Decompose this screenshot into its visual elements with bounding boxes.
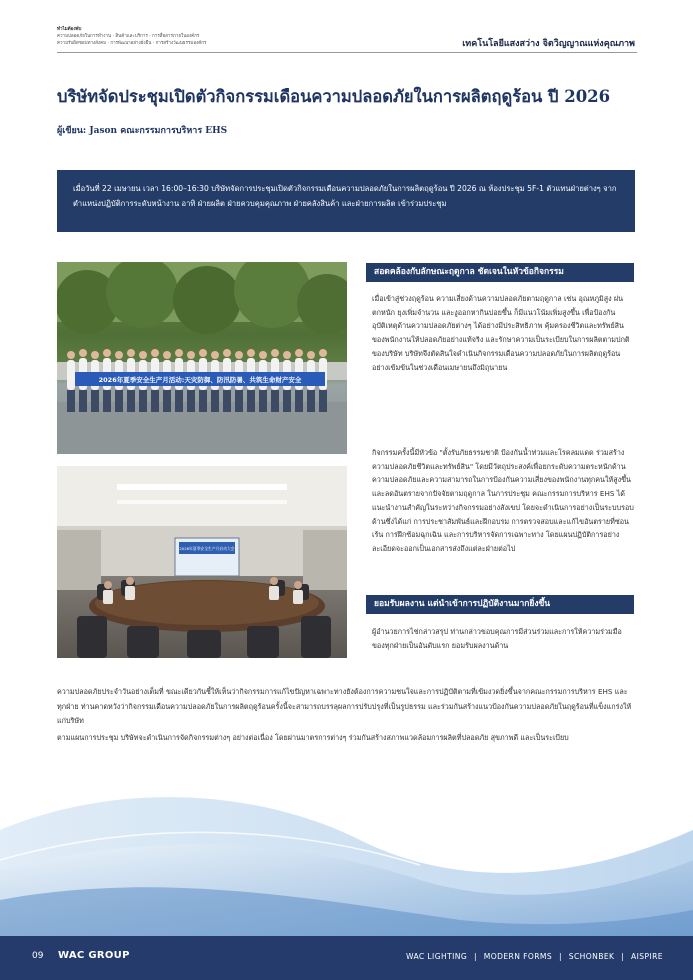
section-seasonal-paragraph-1: เมื่อเข้าสู่ช่วงฤดูร้อน ความเสี่ยงด้านความปลอดภัยตามฤดูกาล เช่น อุณหภูมิสูง ฝนตกหนัก ยุงเพิ่มจำนวน และงูออกหากินบ่อยขึ้น ก็มีแนวโน้มเพิ่มสูงขึ้น เพื่อป้องกันอุบัติเหตุด้านความปลอดภัยต่างๆ ได้อย่างมีประสิทธิภาพ คุ้มครองชีวิตและทรัพย์สินของพนักงานให้ปลอดภัยอย่างแท้จริง และรักษาความเป็นระเบียบในการผลิตตามปกติของบริษัท บริษัทจึงตัดสินใจดำเนินกิจกรรมเดือนความปลอดภัยในการผลิตฤดูร้อนอย่างเข้มข้นในช่วงเดือนเมษายนถึงมิถุนายน xyxy=(372,294,630,372)
group-photo xyxy=(57,262,347,454)
meeting-photo xyxy=(57,466,347,658)
section-recognition-paragraph: ผู้อำนวยการไช่กล่าวสรุป ท่านกล่าวขอบคุณการมีส่วนร่วมและการให้ความร่วมมือของทุกฝ่ายเป็นอันดับแรก ยอมรับผลงานด้าน xyxy=(372,627,622,650)
header-topics-line-1: ความปลอดภัยในการทำงาน · สินค้าและบริการ · การสื่อสารภายในองค์กร xyxy=(57,34,200,39)
footer-bar xyxy=(0,936,693,980)
brand-separator: | xyxy=(558,952,562,961)
meeting-photo-illustration xyxy=(57,466,347,658)
group-photo-banner: 2026年夏季安全生产月活动:天灾防御、防汛防暑、共筑生命财产安全 xyxy=(98,376,302,384)
intro-box xyxy=(57,170,635,232)
header-tagline: เทคโนโลยีแสงสว่าง จิตวิญญาณแห่งคุณภาพ xyxy=(462,39,635,49)
header-divider xyxy=(57,52,637,53)
closing-paragraph-2: ตามแผนการประชุม บริษัทจะดำเนินการจัดกิจกรรมต่างๆ อย่างต่อเนื่อง โดยผ่านมาตรการต่างๆ ร่วมกันสร้างสภาพแวดล้อมการผลิตที่ปลอดภัย สุขภาพดี และเป็นระเบียบ xyxy=(57,733,569,742)
header-topics-title: ทำไมต้องพับ xyxy=(57,27,82,32)
brand-separator: | xyxy=(621,952,625,961)
article-title: บริษัทจัดประชุมเปิดตัวกิจกรรมเดือนความปลอดภัยในการผลิตฤดูร้อน ปี 2026 xyxy=(57,87,611,106)
section-seasonal-paragraph-2: กิจกรรมครั้งนี้มีหัวข้อ "ตั้งรับภัยธรรมชาติ ป้องกันน้ำท่วมและโรคลมแดด ร่วมสร้างความปลอดภัยชีวิตและทรัพย์สิน" โดยมีวัตถุประสงค์เพื่อยกระดับความตระหนักด้านความปลอดภัยและความสามารถในการป้องกันความเสี่ยงของพนักงานทุกคนให้สูงขึ้น และลดอันตรายจากปัจจัยตามฤดูกาล ในการประชุม คณะกรรมการบริหาร EHS ได้แนะนำงานสำคัญในระหว่างกิจกรรมอย่างสังเขป โดยจะดำเนินการอย่างเป็นระบบรอบด้านซึ่งได้แก่ การประชาสัมพันธ์และฝึกอบรม การตรวจสอบและแก้ไขอันตรายที่ซ่อนเร้น การฝึกซ้อมฉุกเฉิน และการบริหารจัดการเฉพาะทาง โดยแผนปฏิบัติการอย่างละเอียดจะออกเป็นเอกสารส่งถึงแต่ละฝ่ายต่อไป xyxy=(372,448,634,553)
brand-schonbek: SCHONBEK xyxy=(568,952,615,961)
section-heading-recognition: ยอมรับผลงาน แต่นำเข้าการปฏิบัติงานมากยิ่งขึ้น xyxy=(366,595,634,614)
wac-group-logo: WAC GROUP xyxy=(58,950,130,961)
footer-brands xyxy=(406,952,663,961)
decorative-waves xyxy=(0,770,693,936)
closing-paragraph-1: ความปลอดภัยประจำวันอย่างเต็มที่ ขณะเดียวกันชี้ให้เห็นว่ากิจกรรมการแก้ไขปัญหาเฉพาะทางยังต้องการความชนใจและการปฏิบัติตามที่เข้มงวดยิ่งขึ้นจากคณะกรรมการบริหาร EHS และทุกฝ่าย ท่านคาดหวังว่ากิจกรรมเดือนความปลอดภัยในการผลิตฤดูร้อนครั้งนี้จะสามารถบรรลุผลการปรับปรุงที่เป็นรูปธรรม และร่วมกันสร้างแนวป้องกันความปลอดภัยในฤดูร้อนที่แข็งแกร่งให้แก่บริษัท xyxy=(57,687,632,725)
intro-text: เมื่อวันที่ 22 เมษายน เวลา 16:00–16:30 บริษัทจัดการประชุมเปิดตัวกิจกรรมเดือนความปลอดภัยในการผลิตฤดูร้อน ปี 2026 ณ ห้องประชุม 5F-1 ตัวแทนฝ่ายต่างๆ จากตำแหน่งปฏิบัติการระดับหน้างาน อาทิ ฝ่ายผลิต ฝ่ายควบคุมคุณภาพ ฝ่ายคลังสินค้า และฝ่ายการผลิต เข้าร่วมประชุม xyxy=(73,184,617,208)
header-topics xyxy=(57,26,297,47)
brand-separator: | xyxy=(473,952,477,961)
page-number: 09 xyxy=(32,951,44,961)
brand-wac-lighting: WAC LIGHTING xyxy=(405,952,468,961)
brand-modern-forms: MODERN FORMS xyxy=(483,952,553,961)
brand-aispire: AISPIRE xyxy=(631,952,663,961)
meeting-screen-text: 2026年夏季安全生产月启动大会 xyxy=(179,546,235,551)
header-topics-line-2: ความรับผิดชอบทางสังคม · การพัฒนาอย่างยั่งยืน · การสร้างวัฒนธรรมองค์กร xyxy=(57,41,207,46)
group-photo-illustration xyxy=(57,262,347,454)
section-heading-seasonal: สอดคล้องกับลักษณะฤดูกาล ชัดเจนในหัวข้อกิจกรรม xyxy=(366,263,634,282)
article-author: ผู้เขียน: Jason คณะกรรมการบริหาร EHS xyxy=(57,126,228,136)
